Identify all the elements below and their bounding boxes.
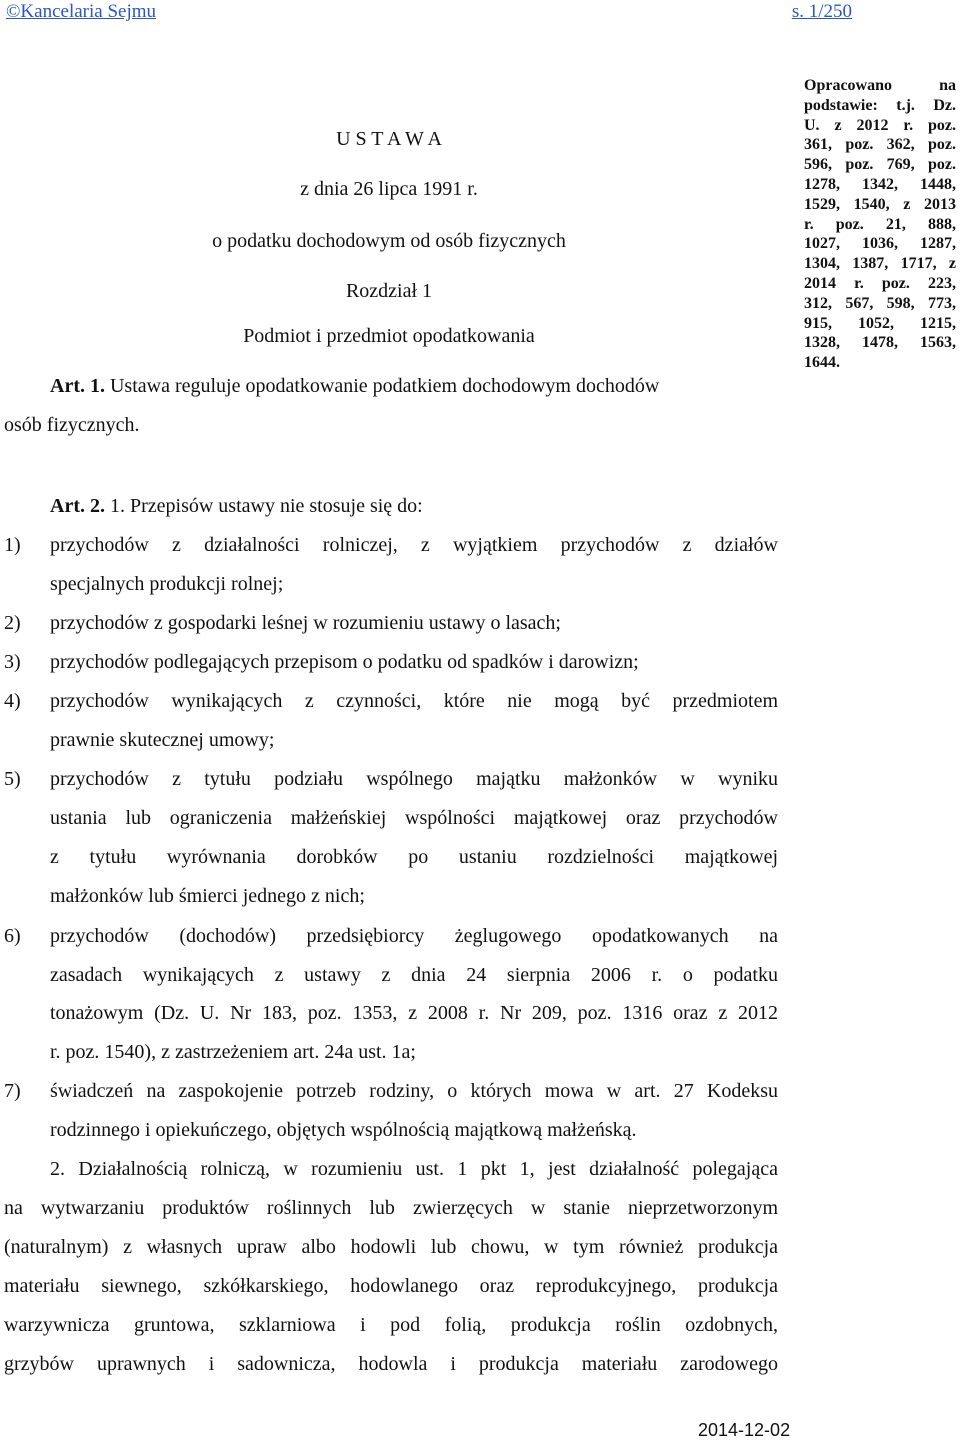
sidebar-note-line: 1278, 1342, 1448, <box>804 175 956 193</box>
art2-para2-line: grzybów uprawnych i sadownicza, hodowla i produkcja materiału zarodowego <box>4 1353 778 1375</box>
list-item-line: r. poz. 1540), z zastrzeżeniem art. 24a ust. 1a; <box>50 1041 416 1063</box>
list-item-line: przychodów podlegających przepisom o podatku od spadków i darowizn; <box>50 651 639 673</box>
art2-intro-text: 1. Przepisów ustawy nie stosuje się do: <box>109 495 423 517</box>
sidebar-note-line: 361, poz. 362, poz. <box>804 136 956 154</box>
list-item-line: przychodów (dochodów) przedsiębiorcy żeglugowego opodatkowanych na <box>50 925 778 947</box>
art2-intro <box>50 495 423 518</box>
chapter-title: Podmiot i przedmiot opodatkowania <box>243 325 535 347</box>
act-date: z dnia 26 lipca 1991 r. <box>300 178 478 200</box>
list-item-line: przychodów wynikających z czynności, które nie mogą być przedmiotem <box>50 690 778 712</box>
list-item-line: z tytułu wyrównania dorobków po ustaniu rozdzielności majątkowej <box>50 846 778 868</box>
list-item-number: 4) <box>4 690 21 712</box>
art2-para2-line: 2. Działalnością rolniczą, w rozumieniu ust. 1 pkt 1, jest działalność polegająca <box>50 1158 778 1180</box>
sidebar-note-line: 312, 567, 598, 773, <box>804 294 956 312</box>
art2-para2-line: materiału siewnego, szkółkarskiego, hodowlanego oraz reprodukcyjnego, produkcja <box>4 1275 778 1297</box>
list-item-line: rodzinnego i opiekuńczego, objętych wspólnością majątkową małżeńską. <box>50 1119 637 1141</box>
sidebar-note-line: 596, poz. 769, poz. <box>804 156 956 174</box>
art2-label: Art. 2. <box>50 495 105 517</box>
sidebar-note-line: 915, 1052, 1215, <box>804 314 956 332</box>
page-counter: s. 1/250 <box>791 1 852 22</box>
list-item-number: 6) <box>4 925 21 947</box>
sidebar-source-note <box>804 76 956 373</box>
chapter-number: Rozdział 1 <box>345 280 433 302</box>
list-item-line: zasadach wynikających z ustawy z dnia 24 sierpnia 2006 r. o podatku <box>50 964 778 986</box>
art1-label: Art. 1. <box>50 375 105 397</box>
list-item-line: przychodów z działalności rolniczej, z wyjątkiem przychodów z działów <box>50 534 778 556</box>
list-item-line: prawnie skutecznej umowy; <box>50 729 275 751</box>
sidebar-note-line: 1027, 1036, 1287, <box>804 235 956 253</box>
art2-para2-line: (naturalnym) z własnych upraw albo hodowli lub chowu, w tym również produkcja <box>4 1236 778 1258</box>
art1-paragraph <box>50 375 778 398</box>
act-subject: o podatku dochodowym od osób fizycznych <box>212 230 566 252</box>
sidebar-note-line: Opracowano na <box>804 77 956 94</box>
sidebar-note-line: 1644. <box>804 354 840 372</box>
list-item-line: świadczeń na zaspokojenie potrzeb rodziny, o których mowa w art. 27 Kodeksu <box>50 1080 778 1102</box>
art2-para2-line: warzywnicza gruntowa, szklarniowa i pod folią, produkcja roślin ozdobnych, <box>4 1314 778 1336</box>
list-item-number: 5) <box>4 768 21 790</box>
sidebar-note-line: 2014 r. poz. 223, <box>804 274 956 292</box>
header-source-link[interactable]: ©Kancelaria Sejmu <box>6 1 157 22</box>
list-item-line: tonażowym (Dz. U. Nr 183, poz. 1353, z 2008 r. Nr 209, poz. 1316 oraz z 2012 <box>50 1002 778 1024</box>
list-item-line: małżonków lub śmierci jednego z nich; <box>50 885 365 907</box>
list-item-line: przychodów z gospodarki leśnej w rozumieniu ustawy o lasach; <box>50 612 561 634</box>
list-item-line: przychodów z tytułu podziału wspólnego majątku małżonków w wyniku <box>50 768 778 790</box>
list-item-line: specjalnych produkcji rolnej; <box>50 573 284 595</box>
footer-date: 2014-12-02 <box>698 1420 791 1440</box>
art1-text-line1: Ustawa reguluje opodatkowanie podatkiem dochodowym dochodów <box>109 375 660 397</box>
list-item-number: 1) <box>4 534 21 556</box>
sidebar-note-line: 1304, 1387, 1717, z <box>804 255 956 273</box>
list-item-line: ustania lub ograniczenia małżeńskiej wspólności majątkowej oraz przychodów <box>50 807 778 829</box>
list-item-number: 2) <box>4 612 21 634</box>
art2-para2-line: na wytwarzaniu produktów roślinnych lub zwierzęcych w stanie nieprzetworzonym <box>4 1197 778 1219</box>
sidebar-note-line: r. poz. 21, 888, <box>804 215 956 233</box>
sidebar-note-line: 1328, 1478, 1563, <box>804 334 956 352</box>
act-type-heading: U S T A W A <box>336 128 442 150</box>
art1-text-line2: osób fizycznych. <box>4 414 140 436</box>
sidebar-note-line: podstawie: t.j. Dz. <box>804 96 956 114</box>
list-item-number: 3) <box>4 651 21 673</box>
sidebar-note-line: 1529, 1540, z 2013 <box>804 195 956 213</box>
sidebar-note-line: U. z 2012 r. poz. <box>804 116 956 134</box>
list-item-number: 7) <box>4 1080 21 1102</box>
